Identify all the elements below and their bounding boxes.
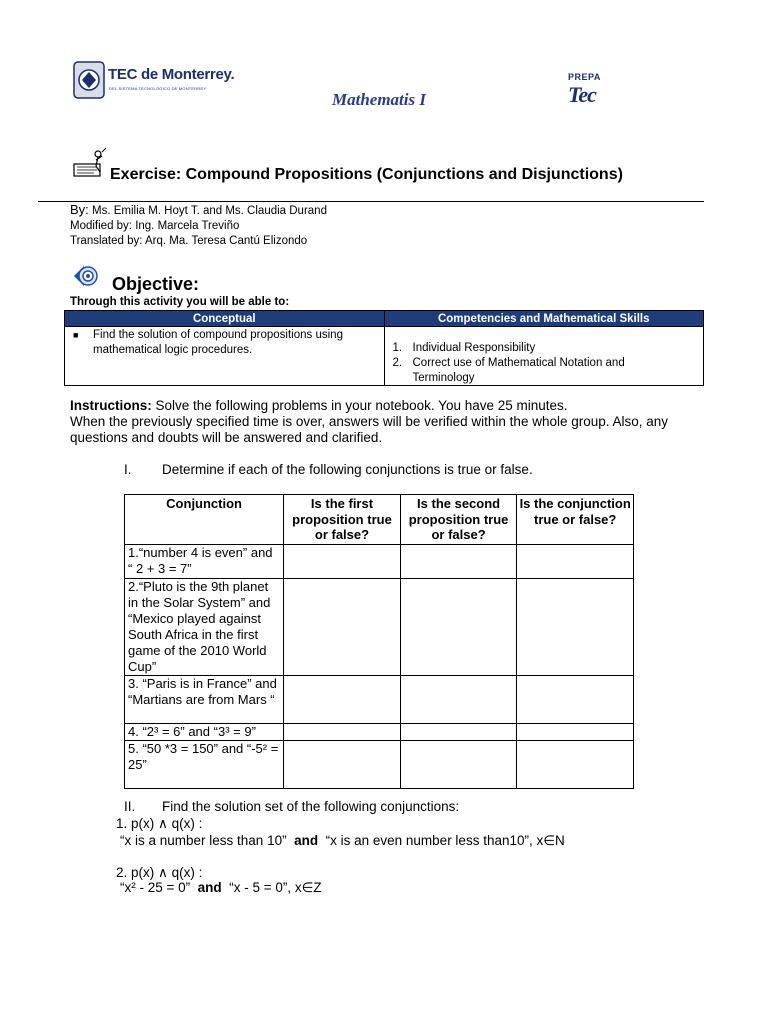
problem-1-body: “x is a number less than 10” and “x is an even number less than10”, x∈N <box>120 833 565 848</box>
skill-item: Terminology <box>412 372 475 384</box>
instructions-line2: When the previously specified time is over, answers will be verified within the whole group. Also, any questions and doubts will be answered and clarified. <box>70 414 669 445</box>
conjunction-cell: 4. “2³ = 6” and “3³ = 9” <box>125 724 284 741</box>
answer-cell-second[interactable] <box>400 724 517 741</box>
objective-title: Objective: <box>112 274 200 294</box>
problem-2-head: 2. p(x) ∧ q(x) : <box>116 865 203 880</box>
answer-cell-result[interactable] <box>517 741 634 789</box>
answer-cell-second[interactable] <box>400 741 517 789</box>
logo-name: TEC de Monterrey. <box>108 66 235 83</box>
table-row <box>125 676 634 724</box>
modified-by: Modified by: Ing. Marcela Treviño <box>70 220 240 232</box>
skill-item: 2. Correct use of Mathematical Notation and <box>392 357 625 369</box>
logo-subtitle: DEL SISTEMA TECNOLÓGICO DE MONTERREY <box>109 86 207 91</box>
answer-cell-first[interactable] <box>284 545 401 579</box>
conjunction-cell: 5. “50 *3 = 150” and “-5² = 25” <box>125 741 284 789</box>
answer-cell-first[interactable] <box>284 741 401 789</box>
conceptual-cell <box>65 327 385 386</box>
prepa-logo: Tec <box>568 82 596 107</box>
credits <box>70 202 327 249</box>
authors: Ms. Emilia M. Hoyt T. and Ms. Claudia Durand <box>88 205 327 217</box>
table-row <box>125 545 634 579</box>
answer-cell-result[interactable] <box>517 724 634 741</box>
exercise-title: Exercise: Compound Propositions (Conjunctions and Disjunctions) <box>110 166 623 183</box>
answer-cell-first[interactable] <box>284 724 401 741</box>
problem-2-body: “x² - 25 = 0” and “x - 5 = 0”, x∈Z <box>120 880 322 895</box>
by-label: By: <box>70 202 89 217</box>
col-conjunction: Conjunction <box>125 495 284 545</box>
translated-by: Translated by: Arq. Ma. Teresa Cantú Elizondo <box>70 235 308 247</box>
instructions-label: Instructions: <box>70 398 152 413</box>
answer-cell-second[interactable] <box>400 579 517 676</box>
prepa-label: PREPA <box>568 72 601 82</box>
target-icon <box>70 262 100 290</box>
objective-intro: Through this activity you will be able to: <box>70 296 290 308</box>
col-competencies: Competencies and Mathematical Skills <box>384 311 704 327</box>
conjunction-cell: 2.“Pluto is the 9th planet in the Solar System” and “Mexico played against South Africa in the first game of the 2010 World Cup” <box>125 579 284 676</box>
conjunction-cell: 3. “Paris is in France” and “Martians are from Mars “ <box>125 676 284 724</box>
problem-1-head: 1. p(x) ∧ q(x) : <box>116 816 203 831</box>
objective-table <box>64 310 704 386</box>
instructions-line1: Solve the following problems in your notebook. You have 25 minutes. <box>151 398 568 413</box>
answer-cell-second[interactable] <box>400 545 517 579</box>
col-conjunction-result: Is the conjunction true or false? <box>517 495 634 545</box>
conjunction-cell: 1.“number 4 is even” and “ 2 + 3 = 7” <box>125 545 284 579</box>
course-title: Mathematis I <box>332 90 426 109</box>
conceptual-text: Find the solution of compound propositions using mathematical logic procedures. <box>93 329 343 356</box>
answer-cell-result[interactable] <box>517 676 634 724</box>
table-row <box>125 724 634 741</box>
table-row <box>125 579 634 676</box>
competencies-cell <box>384 327 704 386</box>
answer-cell-result[interactable] <box>517 545 634 579</box>
skill-item: 1. Individual Responsibility <box>392 342 536 354</box>
col-second: Is the second proposition true or false? <box>400 495 517 545</box>
section-1-heading: I. Determine if each of the following conjunctions is true or false. <box>124 462 533 477</box>
instructions <box>70 398 710 446</box>
conjunction-table <box>124 494 634 789</box>
answer-cell-result[interactable] <box>517 579 634 676</box>
answer-cell-first[interactable] <box>284 676 401 724</box>
col-first: Is the first proposition true or false? <box>284 495 401 545</box>
answer-cell-second[interactable] <box>400 676 517 724</box>
col-conceptual: Conceptual <box>65 311 385 327</box>
bullet-icon: ■ <box>73 330 79 340</box>
table-row <box>125 741 634 789</box>
answer-cell-first[interactable] <box>284 579 401 676</box>
section-2-heading: II. Find the solution set of the following conjunctions: <box>124 799 460 814</box>
student-desk-icon <box>72 146 108 182</box>
